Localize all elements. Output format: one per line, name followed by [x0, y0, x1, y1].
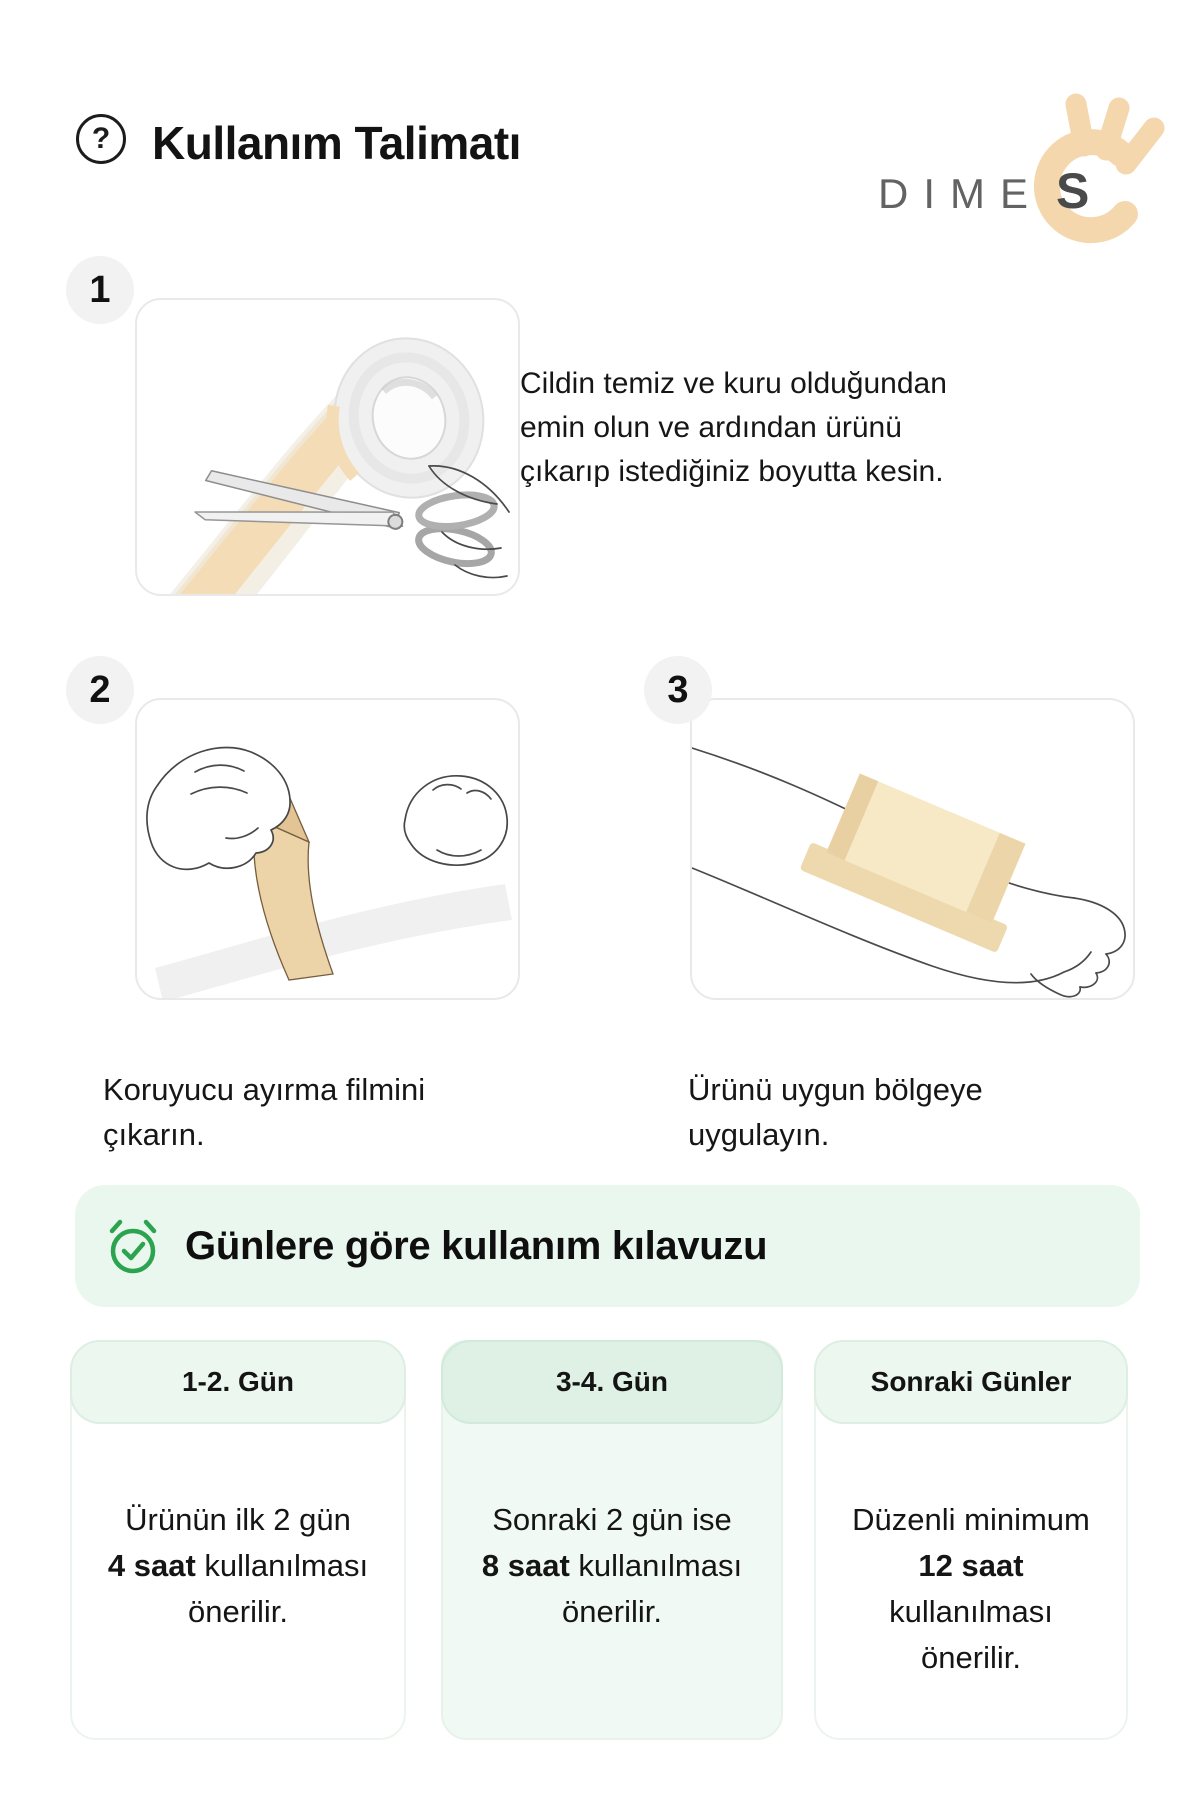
arm-application-illustration — [692, 700, 1135, 1000]
guide-column — [70, 1340, 406, 1740]
guide-column-text: Ürünün ilk 2 gün 4 saat kullanılması önerilir. — [107, 1502, 369, 1629]
guide-column-header: Sonraki Günler — [814, 1340, 1128, 1424]
guide-column — [814, 1340, 1128, 1740]
step-1-badge — [66, 256, 134, 324]
step-2-number: 2 — [89, 668, 111, 711]
help-glyph: ? — [91, 122, 111, 155]
tape-cutting-illustration — [137, 300, 520, 596]
film-peeling-illustration — [137, 700, 520, 1000]
step-2-badge — [66, 656, 134, 724]
help-icon — [76, 114, 126, 164]
step-1-number: 1 — [89, 268, 111, 311]
step-1-card — [135, 298, 520, 596]
guide-column-header: 3-4. Gün — [441, 1340, 783, 1424]
ok-hand-icon — [1026, 92, 1176, 247]
brand-name-bold: S — [1056, 163, 1090, 219]
guide-title: Günlere göre kullanım kılavuzu — [185, 1223, 768, 1268]
step-3-number: 3 — [667, 668, 689, 711]
brand-logo — [868, 92, 1178, 247]
guide-column-text: Sonraki 2 gün ise 8 saat kullanılması önerilir. — [481, 1502, 743, 1629]
step-3-caption: Ürünü uygun bölgeye uygulayın. — [688, 1072, 983, 1152]
step-3-badge — [644, 656, 712, 724]
step-1-text: Cildin temiz ve kuru olduğundan emin olun ve ardından ürünü çıkarıp istediğiniz boyutta kesin. — [520, 367, 947, 488]
step-2-card — [135, 698, 520, 1000]
guide-banner — [75, 1185, 1140, 1307]
guide-column-text: Düzenli minimum 12 saat kullanılması önerilir. — [852, 1502, 1090, 1675]
brand-name-thin: DIME — [878, 170, 1043, 217]
guide-column-header: 1-2. Gün — [70, 1340, 406, 1424]
guide-column — [441, 1340, 783, 1740]
clock-check-icon — [103, 1215, 163, 1277]
page-title: Kullanım Talimatı — [152, 117, 521, 169]
step-2-caption: Koruyucu ayırma filmini çıkarın. — [103, 1072, 426, 1152]
step-3-card — [690, 698, 1135, 1000]
